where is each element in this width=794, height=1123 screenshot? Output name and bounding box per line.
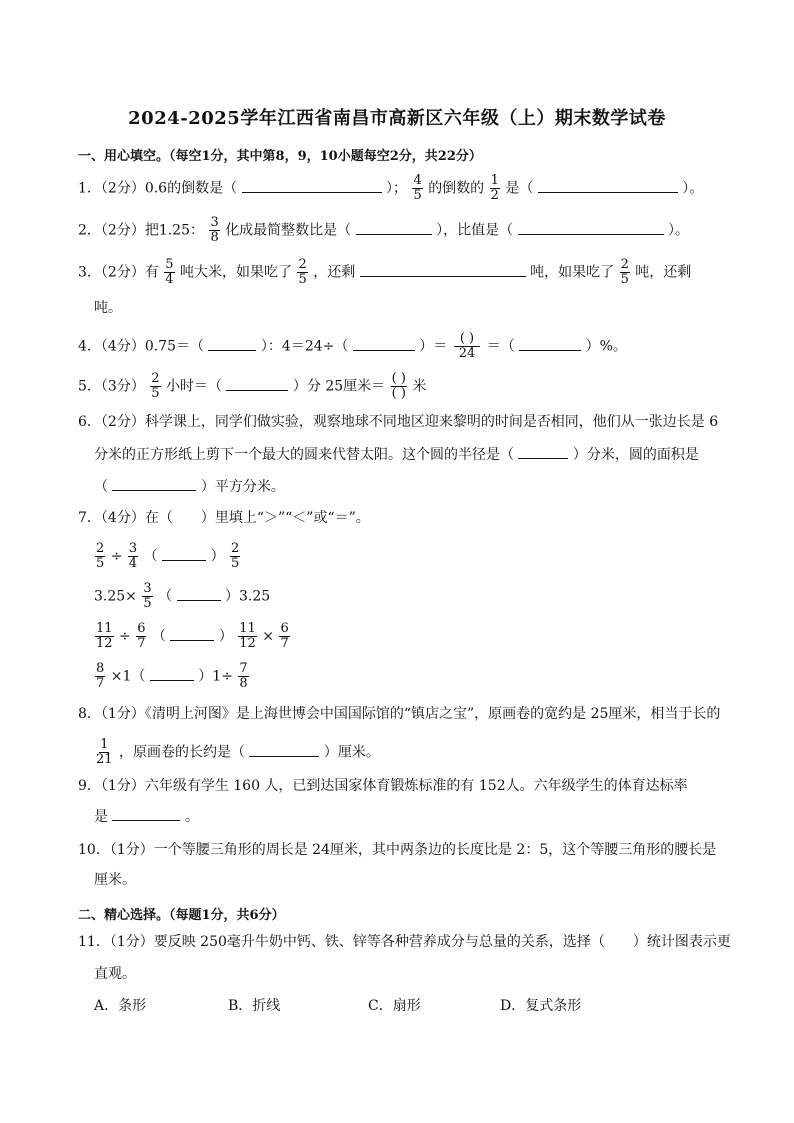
question-5: 5．（3分） $\frac{2}{5}$ 小时＝（ ）分 25厘米＝ $\frac{( )}{( )}$ 米 — [78, 371, 427, 401]
answer-blank[interactable] — [162, 546, 206, 561]
question-4: 4．（4分）0.75＝（ ）：4＝24÷（ ）＝ $\frac{( )}{24}$ ＝（ ）%。 — [78, 331, 627, 361]
answer-blank[interactable] — [356, 220, 432, 235]
question-2: 2．（2分）把1.25： $\frac{3}{8}$ 化成最简整数比是（ ），比值是（ ）。 — [78, 215, 689, 245]
question-9-line-2: 是 。 — [94, 806, 199, 827]
answer-blank[interactable] — [112, 806, 180, 821]
fraction: $\frac{11}{12}$ — [239, 621, 256, 651]
question-6-line-2: 分米的正方形纸上剪下一个最大的圆来代替太阳。这个圆的半径是（ ）分米，圆的面积是 — [94, 444, 699, 465]
fraction: $\frac{1}{2}$ — [490, 173, 499, 203]
fraction: $\frac{7}{8}$ — [239, 661, 248, 691]
compare-row-4: $\frac{8}{7}$ ×1（ ）1÷ $\frac{7}{8}$ — [96, 661, 248, 691]
compare-row-3: $\frac{11}{12}$ ÷ $\frac{6}{7}$ （ ） $\frac{11}{12}$ × $\frac{6}{7}$ — [96, 621, 289, 651]
question-1: 1．（2分）0.6的倒数是（ ）； $\frac{4}{5}$ 的倒数的 $\frac{1}{2}$ 是（ ）。 — [78, 173, 704, 203]
fraction: $\frac{2}{5}$ — [620, 257, 629, 287]
answer-blank[interactable] — [518, 444, 568, 459]
question-8-line-2: $\frac{1}{21}$ ，原画卷的长约是（ ）厘米。 — [96, 737, 380, 767]
fraction: $\frac{6}{7}$ — [137, 621, 146, 651]
answer-blank[interactable] — [360, 262, 526, 277]
answer-blank[interactable] — [177, 586, 221, 601]
answer-blank[interactable] — [226, 376, 288, 391]
question-7: 7．（4分）在（ ）里填上“＞”“＜”或“＝”。 — [78, 510, 370, 526]
answer-blank[interactable] — [538, 178, 678, 193]
compare-row-1: $\frac{2}{5}$ ÷ $\frac{3}{4}$ （ ） $\frac{2}{5}$ — [96, 541, 240, 571]
section-2-heading: 二、精心选择。（每题1分，共6分） — [78, 908, 285, 923]
fraction: $\frac{2}{5}$ — [231, 541, 240, 571]
compare-row-2: 3.25× $\frac{3}{5}$ （ ）3.25 — [94, 581, 271, 611]
answer-blank[interactable] — [353, 336, 415, 351]
fraction: $\frac{3}{8}$ — [210, 215, 219, 245]
option-c[interactable]: C．扇形 — [368, 998, 421, 1014]
fraction: $\frac{11}{12}$ — [96, 621, 113, 651]
answer-blank[interactable] — [242, 178, 382, 193]
question-6: 6．（2分）科学课上，同学们做实验，观察地球不同地区迎来黎明的时间是否相同，他们从一张边长是 6 — [78, 414, 719, 430]
fraction: $\frac{2}{5}$ — [96, 541, 105, 571]
fraction: $\frac{8}{7}$ — [96, 661, 105, 691]
option-d[interactable]: D．复式条形 — [500, 998, 582, 1014]
question-10-line-2: 厘米。 — [94, 872, 136, 888]
fraction: $\frac{5}{4}$ — [165, 257, 174, 287]
exam-title: 2024-2025学年江西省南昌市高新区六年级（上）期末数学试卷 — [128, 108, 666, 129]
fraction: $\frac{4}{5}$ — [413, 173, 422, 203]
section-1-heading: 一、用心填空。（每空1分，其中第8，9，10小题每空2分，共22分） — [78, 149, 482, 164]
answer-blank[interactable] — [170, 626, 214, 641]
question-3-cont: 吨。 — [94, 300, 122, 316]
answer-blank[interactable] — [112, 476, 196, 491]
option-b[interactable]: B．折线 — [228, 998, 281, 1014]
answer-blank[interactable] — [208, 336, 256, 351]
fraction: $\frac{2}{5}$ — [151, 371, 160, 401]
fraction: $\frac{3}{4}$ — [128, 541, 138, 571]
question-6-line-3: （ ）平方分米。 — [94, 476, 285, 497]
question-9: 9．（1分）六年级有学生 160 人，已到达国家体育锻炼标准的有 152人。六年级学生的体育达标率 — [78, 778, 688, 794]
fraction: $\frac{6}{7}$ — [280, 621, 289, 651]
answer-blank[interactable] — [249, 742, 319, 757]
option-a[interactable]: A．条形 — [94, 998, 147, 1014]
question-8: 8．（1分）《清明上河图》是上海世博会中国国际馆的“镇店之宝”，原画卷的宽约是 25厘米，相当于长的 — [78, 706, 721, 722]
question-11: 11．（1分）要反映 250毫升牛奶中钙、铁、锌等各种营养成分与总量的关系，选择（ ）统计图表示更 — [78, 934, 731, 950]
fraction: $\frac{2}{5}$ — [298, 257, 307, 287]
answer-blank[interactable] — [518, 220, 664, 235]
answer-blank[interactable] — [519, 336, 581, 351]
fraction: $\frac{1}{21}$ — [96, 737, 113, 767]
fraction-blank[interactable]: $\frac{( )}{24}$ — [453, 332, 482, 361]
fraction-blank[interactable]: $\frac{( )}{( )}$ — [391, 371, 406, 401]
fraction: $\frac{3}{5}$ — [143, 581, 152, 611]
answer-blank[interactable] — [150, 666, 194, 681]
question-11-line-2: 直观。 — [94, 966, 136, 982]
question-10: 10．（1分）一个等腰三角形的周长是 24厘米，其中两条边的长度比是 2：5，这个等腰三角形的腰长是 — [78, 842, 717, 858]
question-3: 3．（2分）有 $\frac{5}{4}$ 吨大米，如果吃了 $\frac{2}{5}$ ，还剩 吨，如果吃了 $\frac{2}{5}$ 吨，还剩 — [78, 257, 692, 287]
